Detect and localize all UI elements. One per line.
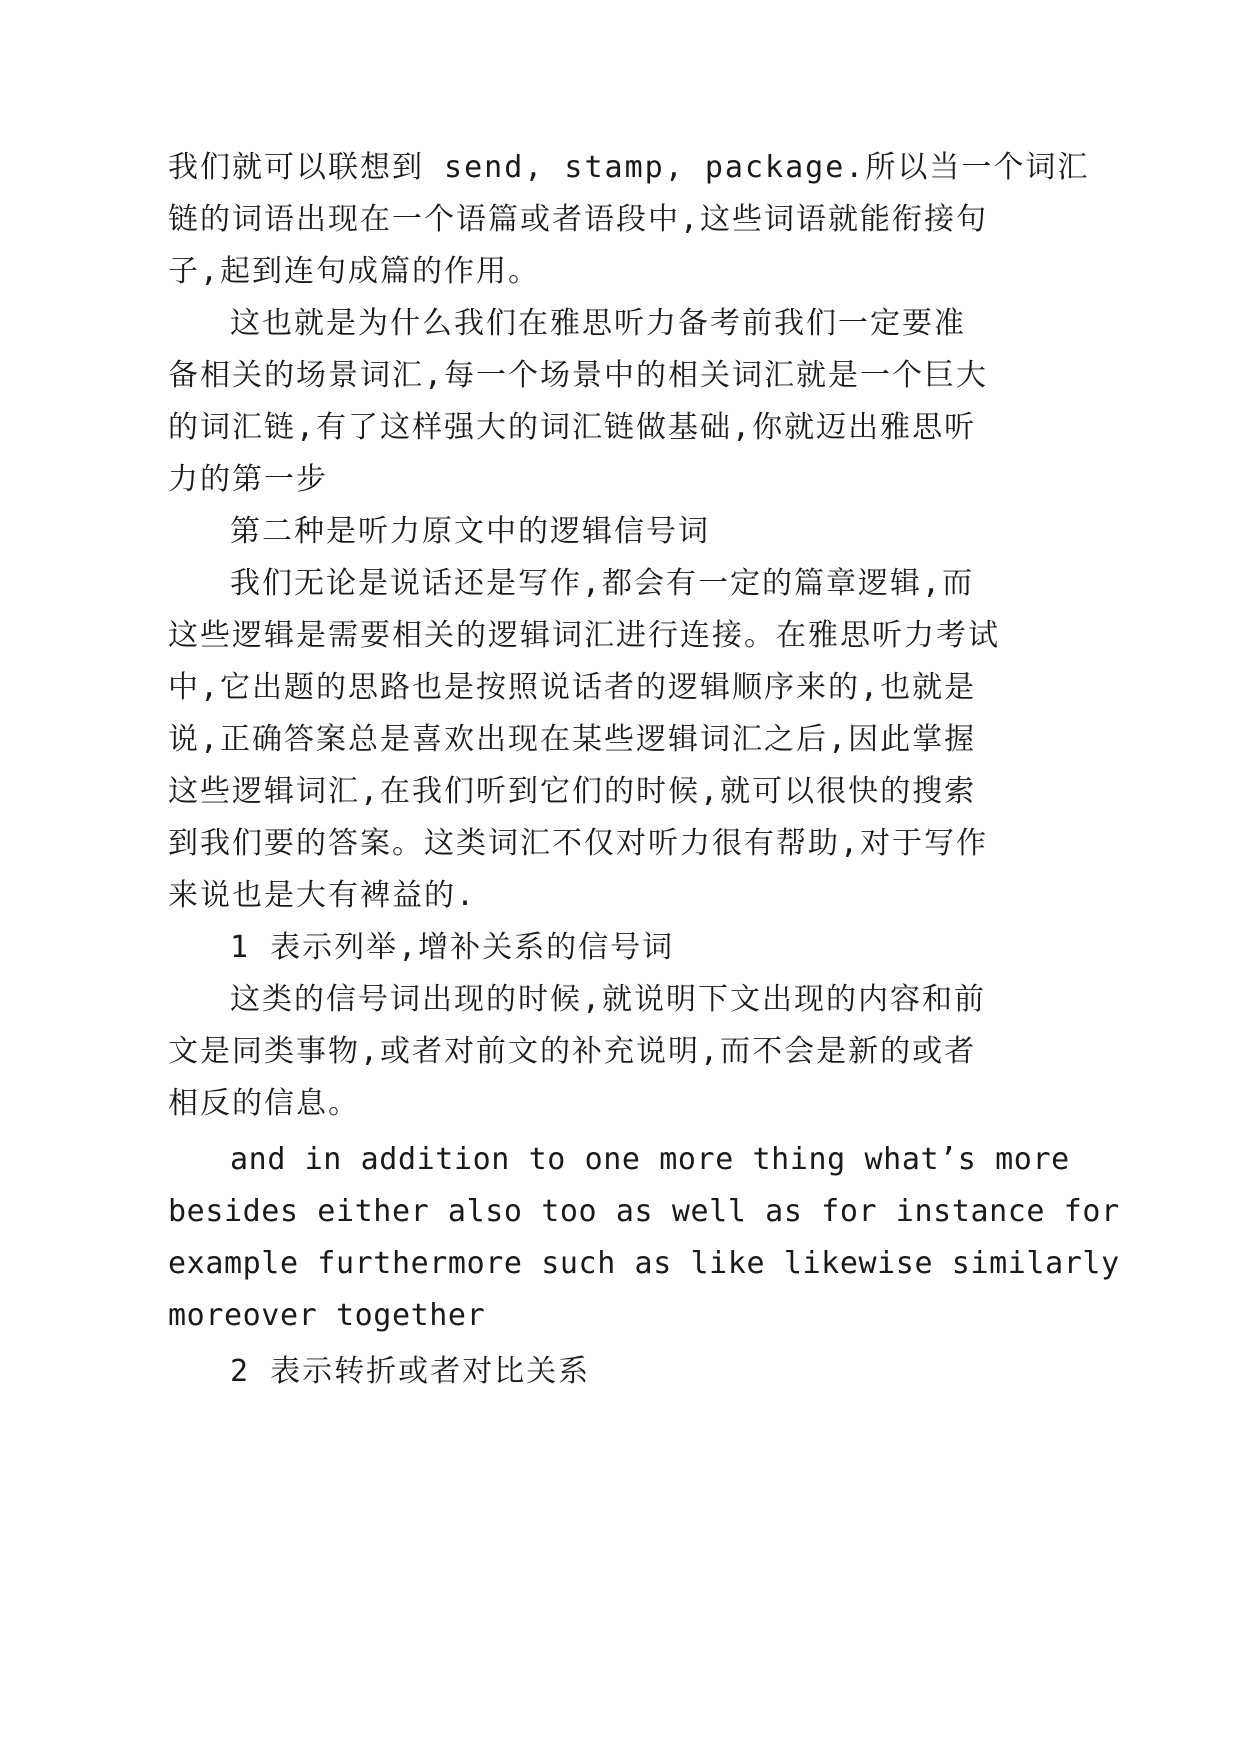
english-word-list-line-1: and in addition to one more thing what’s more (230, 1142, 1070, 1177)
text-line-14: 到我们要的答案。这类词汇不仅对听力很有帮助,对于写作 (168, 826, 989, 861)
text-line-18: 文是同类事物,或者对前文的补充说明,而不会是新的或者 (168, 1034, 977, 1069)
list-heading-2: 2 表示转折或者对比关系 (230, 1354, 591, 1389)
text-line-3: 子,起到连句成篇的作用。 (168, 254, 541, 289)
text-line-5: 备相关的场景词汇,每一个场景中的相关词汇就是一个巨大 (168, 358, 989, 393)
english-word-list-line-4: moreover together (168, 1298, 486, 1333)
text-line-13: 这些逻辑词汇,在我们听到它们的时候,就可以很快的搜索 (168, 774, 977, 809)
section-heading-logic-signals: 第二种是听力原文中的逻辑信号词 (230, 514, 710, 549)
text-line-19: 相反的信息。 (168, 1086, 360, 1121)
text-line-9: 我们无论是说话还是写作,都会有一定的篇章逻辑,而 (230, 566, 975, 601)
text-line-10: 这些逻辑是需要相关的逻辑词汇进行连接。在雅思听力考试 (168, 618, 1000, 653)
english-word-list-line-3: example furthermore such as like likewise similarly (168, 1246, 1120, 1281)
text-line-11: 中,它出题的思路也是按照说话者的逻辑顺序来的,也就是 (168, 670, 977, 705)
text-line-4: 这也就是为什么我们在雅思听力备考前我们一定要准 (230, 306, 966, 341)
text-line-7: 力的第一步 (168, 462, 328, 497)
text-line-1: 我们就可以联想到 send, stamp, package.所以当一个词汇 (168, 150, 1090, 185)
text-line-2: 链的词语出现在一个语篇或者语段中,这些词语就能衔接句 (168, 202, 989, 237)
text-line-6: 的词汇链,有了这样强大的词汇链做基础,你就迈出雅思听 (168, 410, 977, 445)
text-line-15: 来说也是大有裨益的. (168, 878, 477, 913)
text-line-12: 说,正确答案总是喜欢出现在某些逻辑词汇之后,因此掌握 (168, 722, 977, 757)
text-line-17: 这类的信号词出现的时候,就说明下文出现的内容和前 (230, 982, 987, 1017)
list-heading-1: 1 表示列举,增补关系的信号词 (230, 930, 675, 965)
english-word-list-line-2: besides either also too as well as for instance for (168, 1194, 1120, 1229)
